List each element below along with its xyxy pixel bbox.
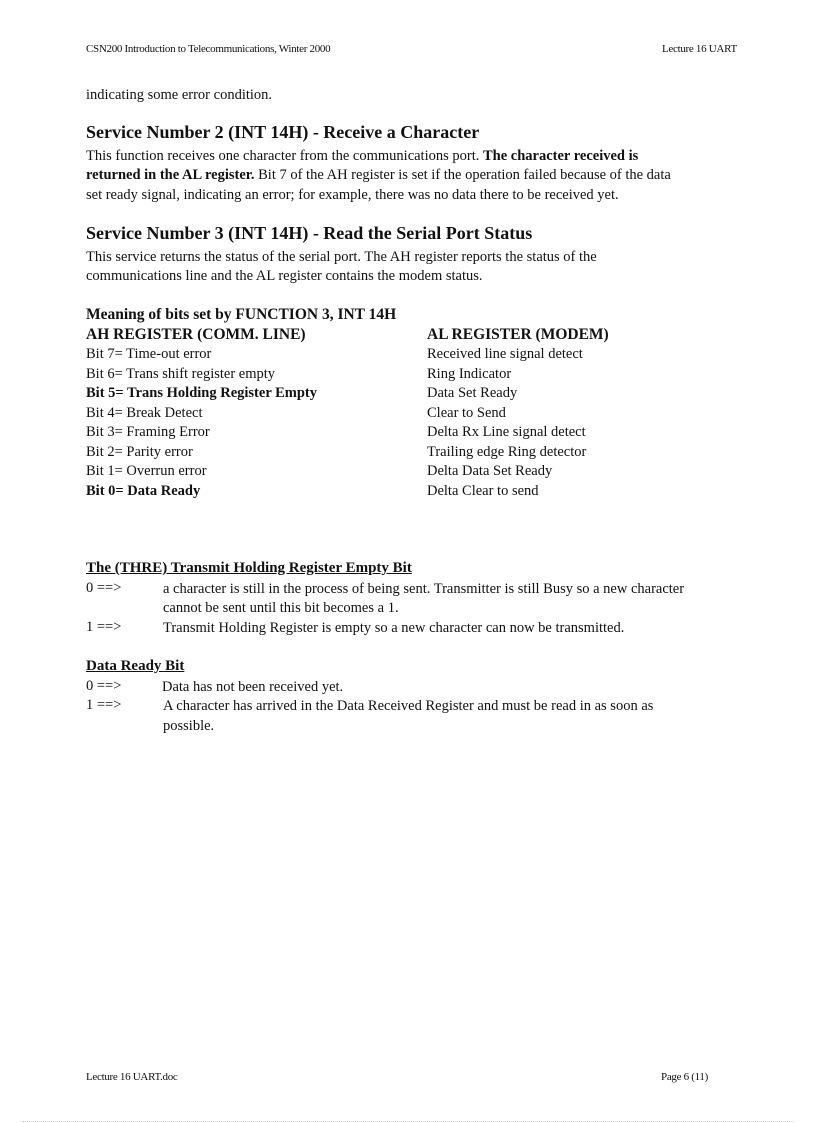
al-bit-3: Delta Rx Line signal detect <box>427 424 586 440</box>
ah-bit-2: Bit 2= Parity error <box>86 444 193 460</box>
service3-line1: This service returns the status of the serial port. The AH register reports the status of the <box>86 249 597 265</box>
service2-heading <box>86 122 479 143</box>
footer-page-number: Page 6 (11) <box>661 1071 709 1083</box>
al-bit-0: Delta Clear to send <box>427 483 539 499</box>
data-ready-row1-text-1: A character has arrived in the Data Received Register and must be read in as soon as <box>163 698 654 714</box>
bits-table-caption: Meaning of bits set by FUNCTION 3, INT 14H <box>86 306 397 323</box>
service3-heading <box>86 223 532 244</box>
al-bit-7: Received line signal detect <box>427 346 583 362</box>
intro-line: indicating some error condition. <box>86 87 273 103</box>
ah-bit-4: Bit 4= Break Detect <box>86 405 203 421</box>
thre-row0-label: 0 ==> <box>86 580 122 596</box>
service3-heading-rest: - Read the Serial Port Status <box>308 223 533 243</box>
al-bit-2: Trailing edge Ring detector <box>427 444 587 460</box>
thre-row0-text-2: cannot be sent until this bit becomes a 1. <box>163 600 399 616</box>
ah-register-header: AH REGISTER (COMM. LINE) <box>86 326 306 343</box>
al-bit-1: Delta Data Set Ready <box>427 463 553 479</box>
data-ready-row0-text: Data has not been received yet. <box>162 679 344 695</box>
data-ready-row1-text-2: possible. <box>163 718 215 734</box>
thre-row1-text: Transmit Holding Register is empty so a new character can now be transmitted. <box>163 620 625 636</box>
data-ready-title: Data Ready Bit <box>86 658 185 674</box>
service2-heading-rest: - Receive a Character <box>308 122 480 142</box>
service3-heading-bold: Service Number 3 (INT 14H) <box>86 223 309 243</box>
al-bit-5: Data Set Ready <box>427 385 518 401</box>
service2-line3: set ready signal, indicating an error; for example, there was no data there to be received yet. <box>86 187 619 203</box>
service2-line1 <box>86 147 638 167</box>
ah-bit-5: Bit 5= Trans Holding Register Empty <box>86 385 318 401</box>
footer-filename: Lecture 16 UART.doc <box>86 1071 178 1083</box>
thre-row0-text-1: a character is still in the process of being sent. Transmitter is still Busy so a new character <box>163 581 685 597</box>
thre-title: The (THRE) Transmit Holding Register Empty Bit <box>86 560 412 576</box>
service2-heading-bold: Service Number 2 (INT 14H) <box>86 122 309 142</box>
al-bit-6: Ring Indicator <box>427 366 512 382</box>
header-course-title: CSN200 Introduction to Telecommunications, Winter 2000 <box>86 43 331 55</box>
service2-line1-b: The character received is <box>483 148 639 164</box>
service2-line2 <box>86 166 671 186</box>
ah-bit-7: Bit 7= Time-out error <box>86 346 212 362</box>
header-lecture-title: Lecture 16 UART <box>662 43 737 55</box>
data-ready-row0-label: 0 ==> <box>86 678 122 694</box>
thre-row1-label: 1 ==> <box>86 619 122 635</box>
al-bit-4: Clear to Send <box>427 405 506 421</box>
ah-bit-3: Bit 3= Framing Error <box>86 424 210 440</box>
data-ready-row1-label: 1 ==> <box>86 697 122 713</box>
service2-line2-b: Bit 7 of the AH register is set if the operation failed because of the data <box>254 167 671 183</box>
service2-line1-a: This function receives one character from the communications port. <box>86 148 483 164</box>
page-bottom-divider <box>22 1121 794 1122</box>
ah-bit-1: Bit 1= Overrun error <box>86 463 207 479</box>
service2-line2-a: returned in the AL register. <box>86 167 255 183</box>
al-register-header: AL REGISTER (MODEM) <box>427 326 609 343</box>
ah-bit-0: Bit 0= Data Ready <box>86 483 201 499</box>
ah-bit-6: Bit 6= Trans shift register empty <box>86 366 276 382</box>
service3-line2: communications line and the AL register contains the modem status. <box>86 268 483 284</box>
